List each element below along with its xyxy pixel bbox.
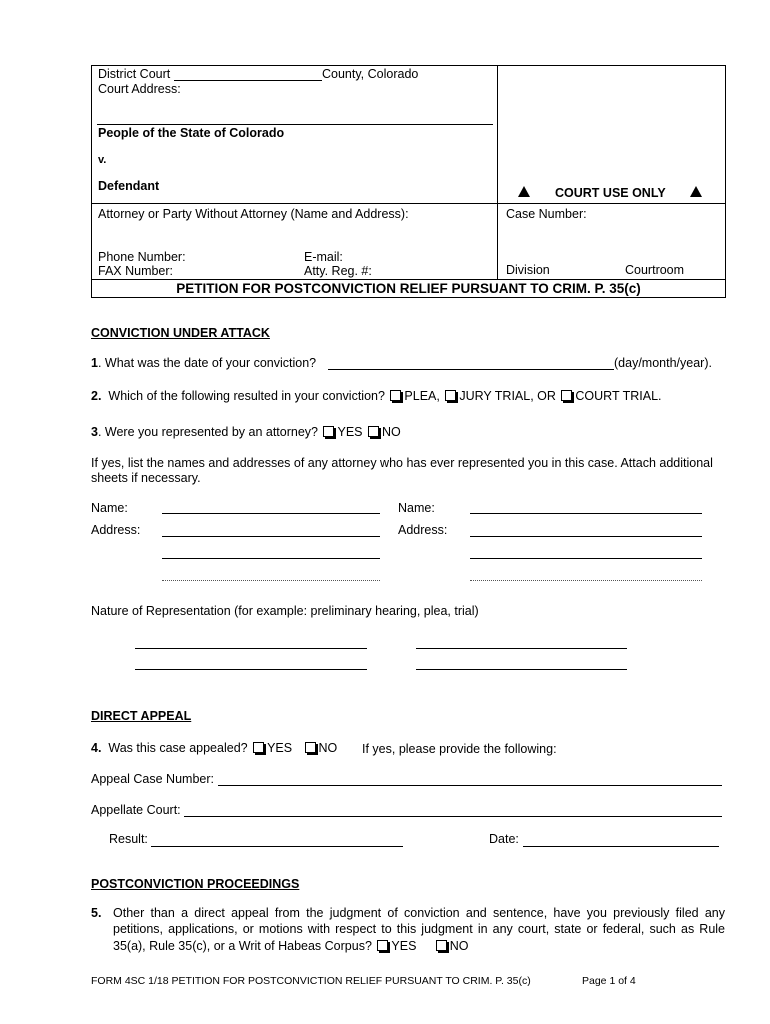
- date-line[interactable]: [523, 846, 719, 847]
- court-address-line[interactable]: [97, 124, 493, 125]
- court-address-label: Court Address:: [98, 82, 181, 96]
- attorney-label: Attorney or Party Without Attorney (Name and Address):: [98, 207, 409, 221]
- petition-title: PETITION FOR POSTCONVICTION RELIEF PURSUANT TO CRIM. P. 35(c): [176, 281, 641, 296]
- caption-divider-title: [91, 279, 726, 280]
- conviction-date-line[interactable]: [328, 369, 614, 370]
- appealed-no-checkbox[interactable]: [305, 742, 316, 753]
- question-5-line-3: [113, 939, 469, 953]
- attorney-1-name-label: Name:: [91, 501, 128, 515]
- plea-checkbox[interactable]: [390, 390, 401, 401]
- question-2-number: 2.: [91, 389, 102, 403]
- previous-petition-yes-label: YES: [391, 939, 417, 953]
- postconviction-heading: POSTCONVICTION PROCEEDINGS: [91, 877, 300, 891]
- nature-line-2-left[interactable]: [135, 669, 367, 670]
- direct-appeal-heading: DIRECT APPEAL: [91, 709, 192, 723]
- question-1-number: 1: [91, 356, 98, 370]
- question-3-number: 3: [91, 425, 98, 439]
- caption-divider-attorney: [91, 203, 726, 204]
- county-blank-line[interactable]: [174, 80, 322, 81]
- result-line[interactable]: [151, 846, 403, 847]
- represented-yes-label: YES: [337, 425, 363, 439]
- question-2: [91, 389, 662, 403]
- county-label: County, Colorado: [322, 67, 419, 81]
- case-number-label: Case Number:: [506, 207, 587, 221]
- email-label: E-mail:: [304, 250, 343, 264]
- atty-reg-label: Atty. Reg. #:: [304, 264, 372, 278]
- attorney-2-name-label: Name:: [398, 501, 435, 515]
- attorney-1-address-line-1[interactable]: [162, 536, 380, 537]
- previous-petition-yes-checkbox[interactable]: [377, 940, 388, 951]
- attorney-1-address-label: Address:: [91, 523, 141, 537]
- footer-page-number: Page 1 of 4: [582, 975, 636, 987]
- previous-petition-no-checkbox[interactable]: [436, 940, 447, 951]
- attorney-1-name-line[interactable]: [162, 513, 380, 514]
- fax-label: FAX Number:: [98, 264, 174, 278]
- appeal-case-number-label: Appeal Case Number:: [91, 772, 214, 786]
- jury-trial-checkbox[interactable]: [445, 390, 456, 401]
- appellate-court-label: Appellate Court:: [91, 803, 181, 817]
- caption-divider-vertical: [497, 65, 498, 279]
- people-label: People of the State of Colorado: [98, 126, 285, 140]
- nature-line-2-right[interactable]: [416, 669, 627, 670]
- question-3-text: . Were you represented by an attorney?: [97, 425, 318, 439]
- represented-no-label: NO: [381, 425, 401, 439]
- result-label: Result:: [109, 832, 148, 846]
- nature-line-1-right[interactable]: [416, 648, 627, 649]
- nature-line-1-left[interactable]: [135, 648, 367, 649]
- question-5-line-3-text: 35(a), Rule 35(c), or a Writ of Habeas Corpus?: [113, 939, 372, 953]
- attorney-2-address-line-3[interactable]: [470, 580, 702, 581]
- district-court-label: District Court: [98, 67, 171, 81]
- question-4-text: Was this case appealed?: [108, 741, 248, 755]
- court-trial-label: COURT TRIAL.: [575, 389, 662, 403]
- previous-petition-no-label: NO: [449, 939, 469, 953]
- attorney-2-address-line-2[interactable]: [470, 558, 702, 559]
- question-1-suffix: (day/month/year).: [614, 356, 712, 370]
- courtroom-label: Courtroom: [625, 263, 685, 277]
- footer-form-id: FORM 4SC 1/18 PETITION FOR POSTCONVICTION RELIEF PURSUANT TO CRIM. P. 35(c): [91, 975, 531, 987]
- defendant-label: Defendant: [98, 179, 160, 193]
- question-5-line-1: Other than a direct appeal from the judgment of conviction and sentence, have you previously filed any: [113, 906, 725, 920]
- question-4: [91, 741, 337, 755]
- question-2-text: Which of the following resulted in your conviction?: [108, 389, 385, 403]
- appellate-court-line[interactable]: [184, 816, 722, 817]
- phone-label: Phone Number:: [98, 250, 186, 264]
- question-4-followup: If yes, please provide the following:: [362, 742, 557, 756]
- attorney-2-address-label: Address:: [398, 523, 448, 537]
- nature-of-representation-label: Nature of Representation (for example: preliminary hearing, plea, trial): [91, 604, 479, 618]
- court-use-only-marker-right: [690, 186, 702, 200]
- court-use-only-label: COURT USE ONLY: [555, 186, 666, 200]
- attorney-2-name-line[interactable]: [470, 513, 702, 514]
- question-4-number: 4.: [91, 741, 102, 755]
- appealed-no-label: NO: [318, 741, 338, 755]
- attorney-1-address-line-2[interactable]: [162, 558, 380, 559]
- question-1-text: . What was the date of your conviction?: [97, 356, 317, 370]
- question-3: [91, 425, 401, 439]
- date-label: Date:: [489, 832, 519, 846]
- up-triangle-icon: [690, 186, 702, 197]
- court-trial-checkbox[interactable]: [561, 390, 572, 401]
- appeal-case-number-line[interactable]: [218, 785, 722, 786]
- court-use-only-marker: [518, 186, 530, 200]
- question-1: [91, 356, 316, 370]
- attorney-instructions-line-1: If yes, list the names and addresses of any attorney who has ever represented you in this case. Attach additional: [91, 456, 713, 470]
- appealed-yes-checkbox[interactable]: [253, 742, 264, 753]
- attorney-2-address-line-1[interactable]: [470, 536, 702, 537]
- plea-label: PLEA,: [404, 389, 440, 403]
- conviction-heading: CONVICTION UNDER ATTACK: [91, 326, 270, 340]
- represented-no-checkbox[interactable]: [368, 426, 379, 437]
- jury-trial-label: JURY TRIAL, OR: [459, 389, 556, 403]
- appealed-yes-label: YES: [267, 741, 293, 755]
- question-5-number: 5.: [91, 906, 102, 920]
- question-5-line-2: petitions, applications, or motions with respect to this judgment in any court, state or federal, such as Rule: [113, 922, 725, 936]
- division-label: Division: [506, 263, 550, 277]
- up-triangle-icon: [518, 186, 530, 197]
- attorney-instructions-line-2: sheets if necessary.: [91, 471, 201, 485]
- attorney-1-address-line-3[interactable]: [162, 580, 380, 581]
- versus-label: v.: [98, 154, 107, 166]
- represented-yes-checkbox[interactable]: [323, 426, 334, 437]
